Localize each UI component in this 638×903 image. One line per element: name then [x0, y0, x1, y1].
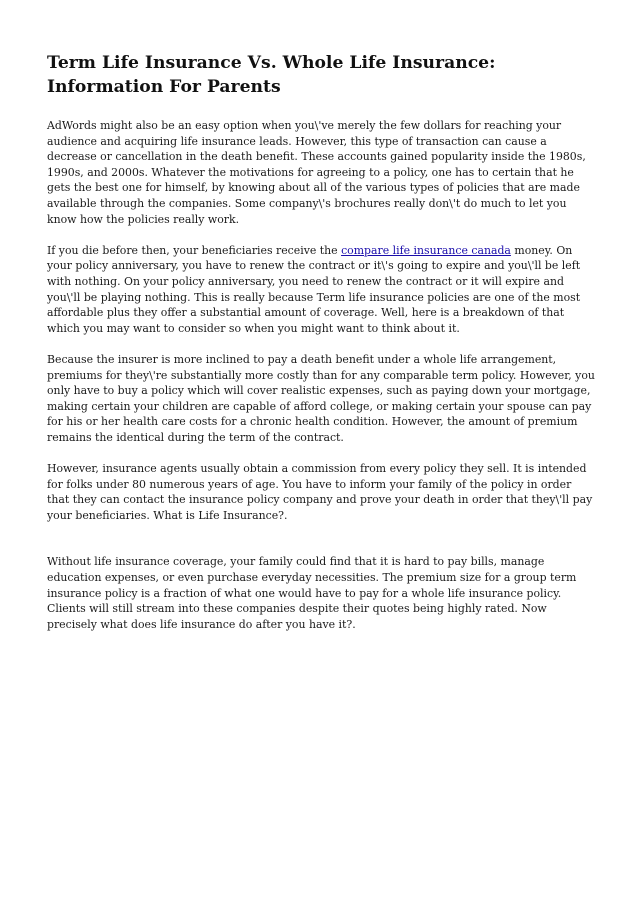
- paragraph-5: Without life insurance coverage, your family could find that it is hard to pay bills, manage education expenses, or even purchase everyday necessities. The premium size for a group term insurance policy is a fraction of what one would have to pay for a whole life insurance policy. Clients will still stream into these companies despite their quotes being highly rated. Now precisely what does life insurance do after you have it?.: [47, 555, 577, 631]
- compare-life-insurance-link[interactable]: compare life insurance canada: [341, 243, 511, 257]
- page-title: Term Life Insurance Vs. Whole Life Insurance: Information For Parents: [47, 53, 496, 97]
- paragraph-3: Because the insurer is more inclined to pay a death benefit under a whole life arrangement, premiums for they\'re substantially more costly than for any comparable term policy. However, you only have to buy a policy which will cover realistic expenses, such as paying down your mortgage, making certain your children are capable of afford college, or making certain your spouse can pay for his or her health care costs for a chronic health condition. However, the amount of premium remains the identical during the term of the contract.: [47, 352, 595, 444]
- paragraph-2-lead: If you die before then, your beneficiaries receive the: [47, 243, 342, 257]
- document-page: [47, 51, 595, 648]
- paragraph-4: However, insurance agents usually obtain a commission from every policy they sell. It is intended for folks under 80 numerous years of age. You have to inform your family of the policy in order that they can contact the insurance policy company and prove your death in order that they\'ll pay your beneficiaries. What is Life Insurance?.: [47, 462, 593, 522]
- paragraph-2: [47, 243, 595, 337]
- paragraph-1: AdWords might also be an easy option when you\'ve merely the few dollars for reaching your audience and acquiring life insurance leads. However, this type of transaction can cause a decrease or cancellation in the death benefit. These accounts gained popularity inside the 1980s, 1990s, and 2000s. Whatever the motivations for agreeing to a policy, one has to certain that he gets the best one for himself, by knowing about all of the various types of policies that are made available through the companies. Some company\'s brochures really don\'t do much to let you know how the policies really work.: [47, 119, 586, 226]
- paragraph-2-rest: money. On your policy anniversary, you have to renew the contract or it\'s going to expire and you\'ll be left with nothing. On your policy anniversary, you need to renew the contract or it will expire and you\'ll be playing nothing. This is really because Term life insurance policies are one of the most affordable plus they offer a substantial amount of coverage. Well, here is a breakdown of that which you may want to consider so when you might want to think about it.: [47, 243, 581, 335]
